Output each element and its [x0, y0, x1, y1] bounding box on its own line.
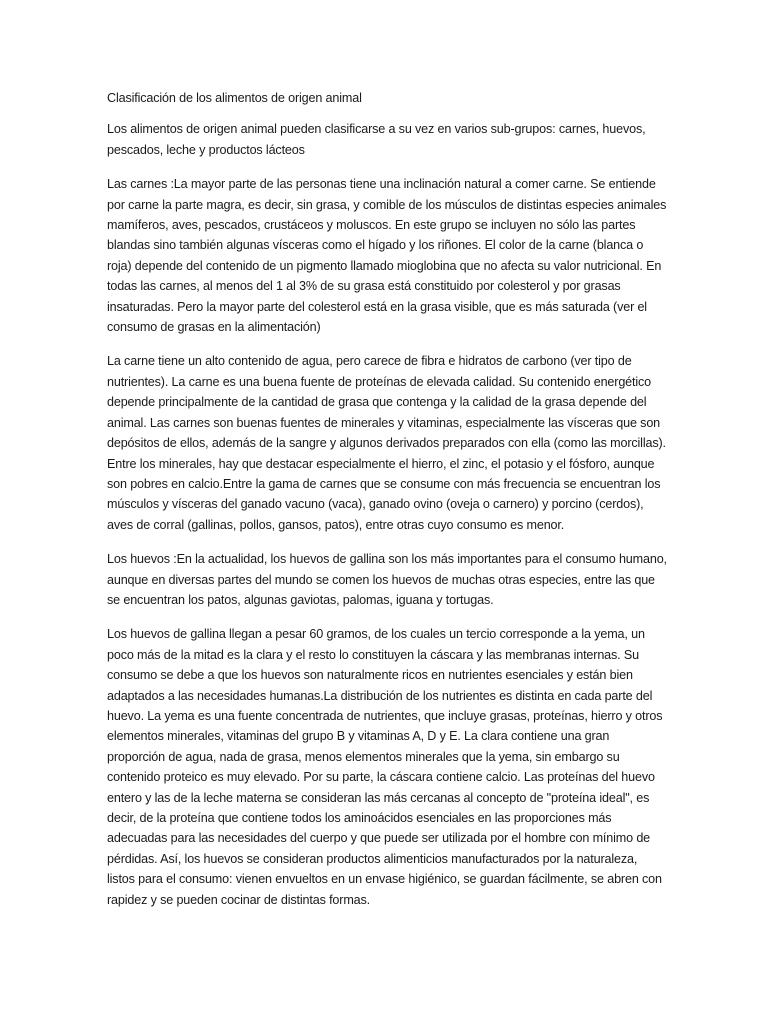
paragraph-intro: Los alimentos de origen animal pueden clasificarse a su vez en varios sub-grupos: carnes, huevos, pescados, leche y productos lácteos: [107, 122, 646, 157]
paragraph-huevos: Los huevos :En la actualidad, los huevos de gallina son los más importantes para el consumo humano, aunque en diversas partes del mundo se comen los huevos de muchas otras especies, entre las que se encuentran los patos, algunas gaviotas, palomas, iguana y tortugas.: [107, 552, 667, 607]
paragraph-carnes: Las carnes :La mayor parte de las personas tiene una inclinación natural a comer carne. Se entiende por carne la parte magra, es decir, sin grasa, y comible de los músculos de distintas especies animales mamíferos, aves, pescados, crustáceos y moluscos. En este grupo se incluyen no sólo las partes blandas sino también algunas vísceras como el hígado y los riñones. El color de la carne (blanca o roja) depende del contenido de un pigmento llamado mioglobina que no afecta su valor nutricional. En todas las carnes, al menos del 1 al 3% de su grasa está constituido por colesterol y por grasas insaturadas. Pero la mayor parte del colesterol está en la grasa visible, que es más saturada (ver el consumo de grasas en la alimentación): [107, 177, 667, 335]
paragraph-carne-nutrientes: La carne tiene un alto contenido de agua, pero carece de fibra e hidratos de carbono (ver tipo de nutrientes). La carne es una buena fuente de proteínas de elevada calidad. Su contenido energético depende principalmente de la cantidad de grasa que contenga y la calidad de la grasa depende del animal. Las carnes son buenas fuentes de minerales y vitaminas, especialmente las vísceras que son depósitos de ellos, además de la sangre y algunos derivados preparados con ella (como las morcillas). Entre los minerales, hay que destacar especialmente el hierro, el zinc, el potasio y el fósforo, aunque son pobres en calcio.Entre la gama de carnes que se consume con más frecuencia se encuentran los músculos y vísceras del ganado vacuno (vaca), ganado ovino (oveja o carnero) y porcino (cerdos), aves de corral (gallinas, pollos, gansos, patos), entre otras cuyo consumo es menor.: [107, 354, 666, 532]
document-title: Clasificación de los alimentos de origen animal: [107, 91, 362, 105]
document-body: [107, 88, 667, 924]
paragraph-huevos-gallina: Los huevos de gallina llegan a pesar 60 gramos, de los cuales un tercio corresponde a la yema, un poco más de la mitad es la clara y el resto lo constituyen la cáscara y las membranas internas. Su consumo se debe a que los huevos son naturalmente ricos en nutrientes esenciales y están bien adaptados a las necesidades humanas.La distribución de los nutrientes es distinta en cada parte del huevo. La yema es una fuente concentrada de nutrientes, que incluye grasas, proteínas, hierro y otros elementos minerales, vitaminas del grupo B y vitaminas A, D y E. La clara contiene una gran proporción de agua, nada de grasa, menos elementos minerales que la yema, sin embargo su contenido proteico es muy elevado. Por su parte, la cáscara contiene calcio. Las proteínas del huevo entero y las de la leche materna se consideran las más cercanas al concepto de "proteína ideal", es decir, de la proteína que contiene todos los aminoácidos esenciales en las proporciones más adecuadas para las necesidades del cuerpo y que puede ser utilizada por el hombre con mínimo de pérdidas. Así, los huevos se consideran productos alimenticios manufacturados por la naturaleza, listos para el consumo: vienen envueltos en un envase higiénico, se guardan fácilmente, se abren con rapidez y se pueden cocinar de distintas formas.: [107, 627, 663, 907]
